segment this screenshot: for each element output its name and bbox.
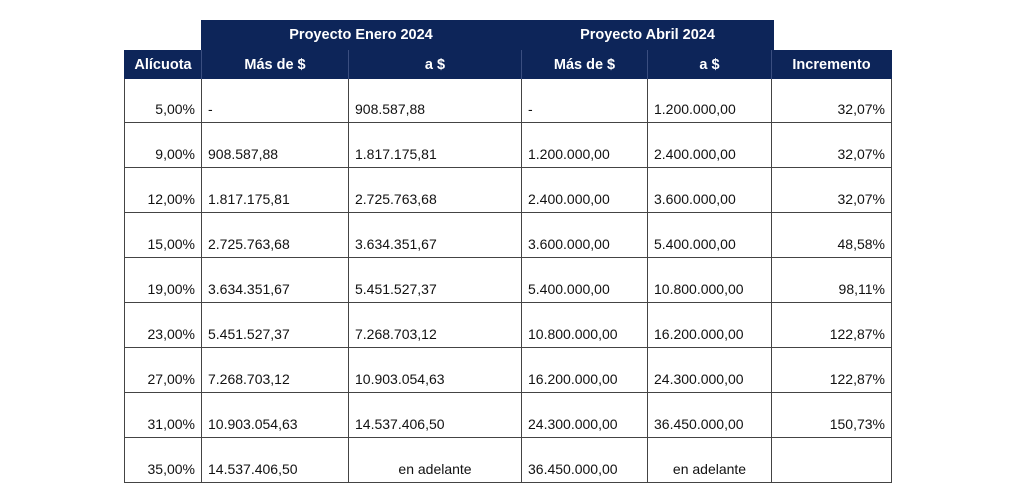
cell-abril-hasta: 2.400.000,00 <box>648 123 772 168</box>
cell-abril-desde: 5.400.000,00 <box>522 258 648 303</box>
cell-abril-hasta: en adelante <box>648 438 772 483</box>
tax-bracket-table <box>124 50 892 483</box>
cell-enero-hasta: 1.817.175,81 <box>349 123 522 168</box>
cell-enero-desde: 908.587,88 <box>202 123 349 168</box>
column-header-incremento: Incremento <box>772 50 892 79</box>
cell-enero-hasta: 2.725.763,68 <box>349 168 522 213</box>
table-row <box>125 213 892 258</box>
cell-incremento: 48,58% <box>772 213 892 258</box>
cell-enero-desde: - <box>202 79 349 123</box>
cell-incremento: 32,07% <box>772 79 892 123</box>
cell-enero-hasta: 908.587,88 <box>349 79 522 123</box>
cell-enero-hasta: 14.537.406,50 <box>349 393 522 438</box>
cell-alicuota: 9,00% <box>125 123 202 168</box>
column-header-enero-desde: Más de $ <box>202 50 349 79</box>
cell-incremento: 122,87% <box>772 348 892 393</box>
cell-abril-desde: 36.450.000,00 <box>522 438 648 483</box>
cell-alicuota: 19,00% <box>125 258 202 303</box>
table-row <box>125 79 892 123</box>
group-header-enero-label: Proyecto Enero 2024 <box>289 27 433 43</box>
cell-enero-desde: 7.268.703,12 <box>202 348 349 393</box>
cell-abril-hasta: 16.200.000,00 <box>648 303 772 348</box>
cell-incremento: 122,87% <box>772 303 892 348</box>
column-header-row <box>125 50 892 79</box>
cell-incremento <box>772 438 892 483</box>
cell-incremento: 150,73% <box>772 393 892 438</box>
cell-abril-hasta: 24.300.000,00 <box>648 348 772 393</box>
cell-alicuota: 15,00% <box>125 213 202 258</box>
cell-enero-desde: 1.817.175,81 <box>202 168 349 213</box>
cell-abril-hasta: 5.400.000,00 <box>648 213 772 258</box>
group-header-enero-2024 <box>201 20 521 50</box>
cell-abril-hasta: 10.800.000,00 <box>648 258 772 303</box>
table-row <box>125 348 892 393</box>
cell-alicuota: 31,00% <box>125 393 202 438</box>
cell-enero-desde: 10.903.054,63 <box>202 393 349 438</box>
column-header-enero-hasta: a $ <box>349 50 522 79</box>
cell-incremento: 32,07% <box>772 168 892 213</box>
cell-abril-desde: - <box>522 79 648 123</box>
column-header-abril-hasta: a $ <box>648 50 772 79</box>
cell-alicuota: 12,00% <box>125 168 202 213</box>
cell-alicuota: 35,00% <box>125 438 202 483</box>
cell-alicuota: 23,00% <box>125 303 202 348</box>
cell-alicuota: 27,00% <box>125 348 202 393</box>
table-row <box>125 123 892 168</box>
group-header-abril-2024 <box>521 20 774 50</box>
table-row <box>125 258 892 303</box>
cell-incremento: 98,11% <box>772 258 892 303</box>
table-row <box>125 168 892 213</box>
cell-enero-hasta: 5.451.527,37 <box>349 258 522 303</box>
table-row <box>125 303 892 348</box>
cell-incremento: 32,07% <box>772 123 892 168</box>
cell-enero-hasta: en adelante <box>349 438 522 483</box>
cell-abril-desde: 2.400.000,00 <box>522 168 648 213</box>
cell-enero-hasta: 3.634.351,67 <box>349 213 522 258</box>
cell-enero-hasta: 7.268.703,12 <box>349 303 522 348</box>
cell-abril-hasta: 3.600.000,00 <box>648 168 772 213</box>
cell-enero-desde: 5.451.527,37 <box>202 303 349 348</box>
column-header-alicuota: Alícuota <box>125 50 202 79</box>
cell-abril-hasta: 1.200.000,00 <box>648 79 772 123</box>
table-row <box>125 438 892 483</box>
cell-enero-hasta: 10.903.054,63 <box>349 348 522 393</box>
table-body <box>125 79 892 483</box>
cell-abril-desde: 24.300.000,00 <box>522 393 648 438</box>
cell-abril-desde: 10.800.000,00 <box>522 303 648 348</box>
cell-abril-desde: 1.200.000,00 <box>522 123 648 168</box>
cell-enero-desde: 14.537.406,50 <box>202 438 349 483</box>
cell-abril-hasta: 36.450.000,00 <box>648 393 772 438</box>
cell-abril-desde: 3.600.000,00 <box>522 213 648 258</box>
cell-enero-desde: 2.725.763,68 <box>202 213 349 258</box>
cell-abril-desde: 16.200.000,00 <box>522 348 648 393</box>
table-row <box>125 393 892 438</box>
cell-alicuota: 5,00% <box>125 79 202 123</box>
cell-enero-desde: 3.634.351,67 <box>202 258 349 303</box>
group-header-abril-label: Proyecto Abril 2024 <box>580 27 715 43</box>
column-header-abril-desde: Más de $ <box>522 50 648 79</box>
